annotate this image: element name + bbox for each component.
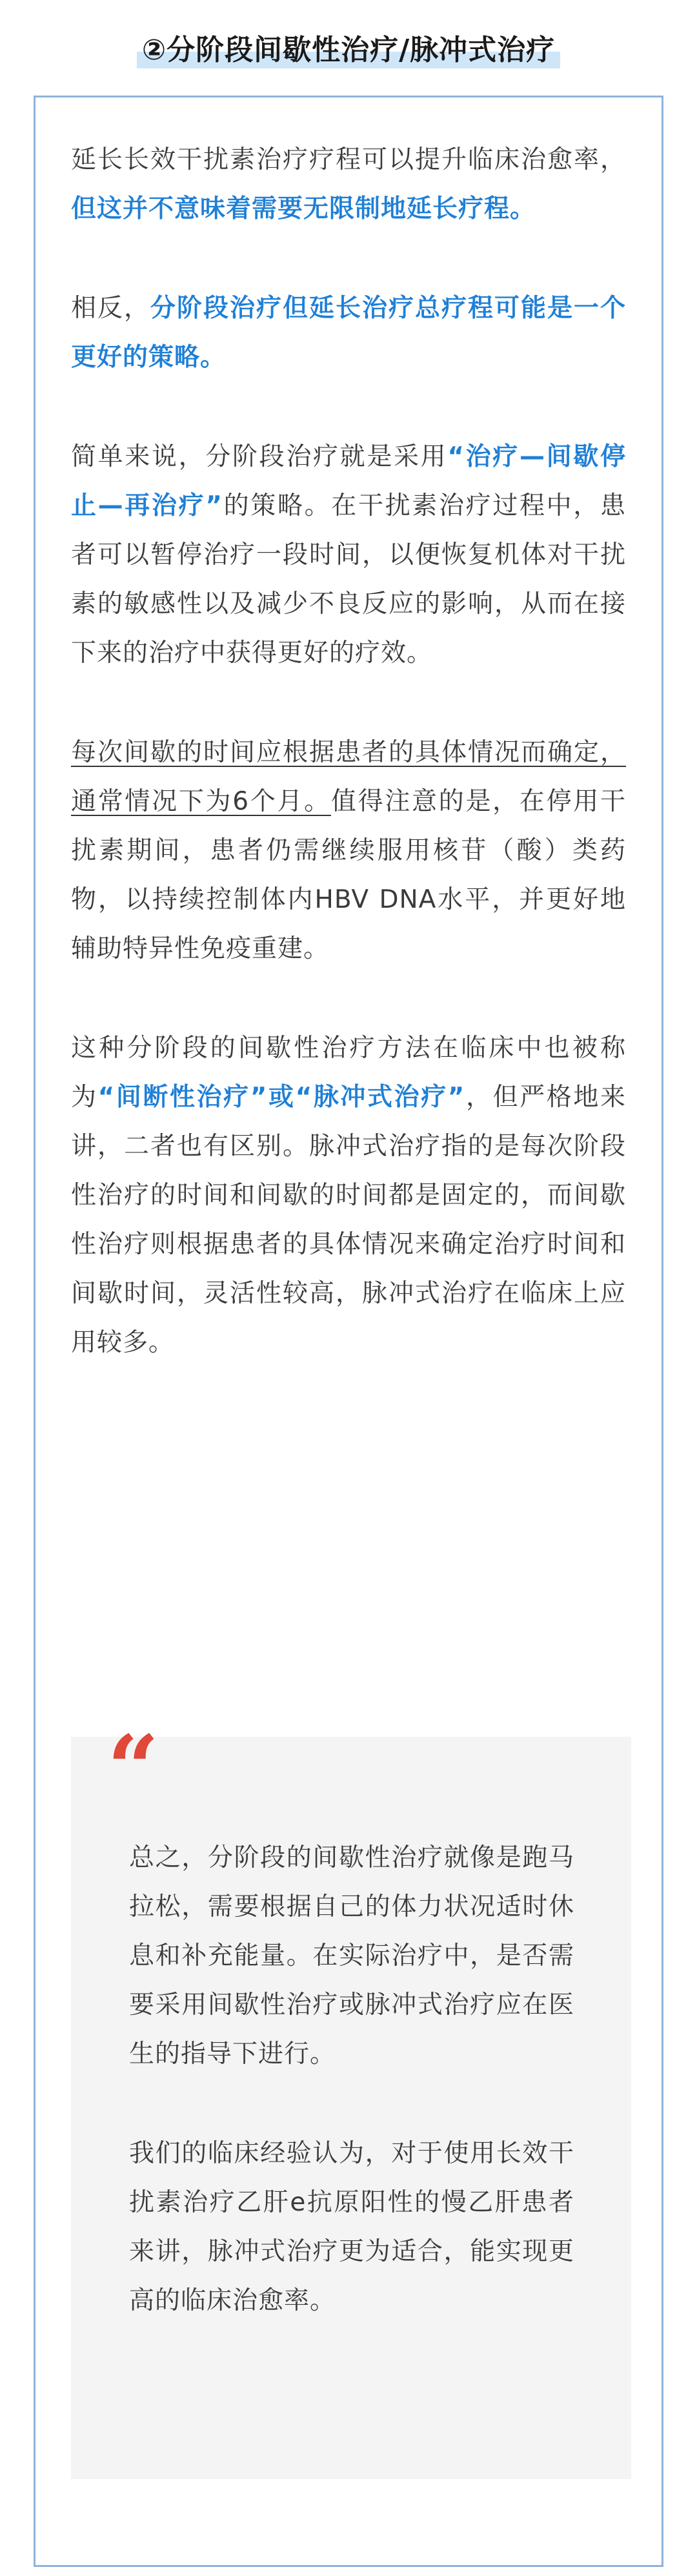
p4-text: 值得注意的是，在停用干扰素期间，患者仍需继续服用核苷（酸）类药物，以持续控制体内HBV DNA水平，并更好地辅助特异性免疫重建。 [71, 787, 626, 963]
paragraph-4 [71, 728, 626, 974]
p1-highlight: 但这并不意味着需要无限制地延长疗程。 [71, 194, 536, 223]
quote-paragraph-1: 总之，分阶段的间歇性治疗就像是跑马拉松，需要根据自己的体力状况适时休息和补充能量。在实际治疗中，是否需要采用间歇性治疗或脉冲式治疗应在医生的指导下进行。 [129, 1843, 574, 2069]
p1-text: 延长长效干扰素治疗疗程可以提升临床治愈率， [71, 145, 626, 174]
p4-underlined: 每次间歇的时间应根据患者的具体情况而确定，通常情况下为6个月。 [71, 738, 626, 816]
quote-paragraph-2: 我们的临床经验认为，对于使用长效干扰素治疗乙肝e抗原阳性的慢乙肝患者来讲，脉冲式治疗更为适合，能实现更高的临床治愈率。 [129, 2139, 574, 2315]
title-wrap [0, 30, 697, 71]
p5-text-c: ，但严格地来讲，二者也有区别。脉冲式治疗指的是每次阶段性治疗的时间和间歇的时间都是固定的，而间歇性治疗则根据患者的具体情况来确定治疗时间和间歇时间，灵活性较高，脉冲式治疗在临床上应用较多。 [71, 1083, 626, 1357]
paragraph-1 [71, 136, 626, 234]
p3-text-a: 简单来说，分阶段治疗就是采用 [71, 442, 448, 471]
paragraph-5 [71, 1024, 626, 1367]
article-body [71, 136, 626, 1418]
p3-text-c: 的策略。在干扰素治疗过程中，患者可以暂停治疗一段时间，以便恢复机体对干扰素的敏感性以及减少不良反应的影响，从而在接下来的治疗中获得更好的疗效。 [71, 491, 626, 668]
p5-highlight: “间断性治疗”或“脉冲式治疗” [97, 1083, 465, 1112]
p2-highlight: 分阶段治疗但延长治疗总疗程可能是一个更好的策略。 [71, 294, 626, 372]
p2-text: 相反， [71, 294, 150, 323]
p3-highlight: “治疗—间歇停止—再治疗” [71, 442, 626, 520]
paragraph-3 [71, 433, 626, 678]
p5-text-a: 这种分阶段的间歇性治疗方法在临床中也被称为 [71, 1034, 626, 1112]
paragraph-2 [71, 284, 626, 382]
quote-text [129, 1834, 574, 2376]
section-title: ②分阶段间歇性治疗/脉冲式治疗 [137, 30, 560, 71]
quote-box [71, 1716, 631, 2479]
quote-mark-icon: “ [107, 1716, 159, 1822]
